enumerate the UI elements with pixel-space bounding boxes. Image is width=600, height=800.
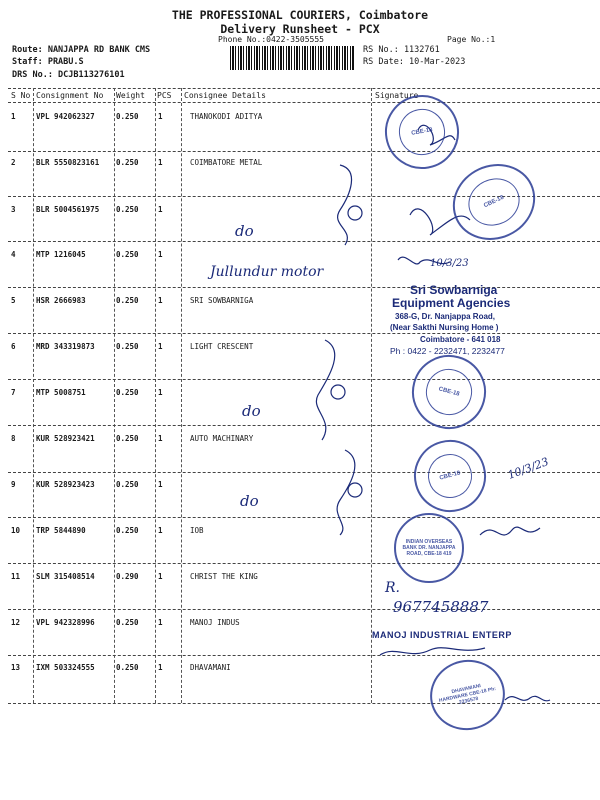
column-header-signature: Signature: [375, 91, 419, 100]
row-pcs: 1: [158, 205, 163, 214]
column-header-weight: Weight: [116, 91, 145, 100]
row-weight: 0.250: [116, 342, 139, 351]
row-consignment: KUR 528923421: [36, 434, 95, 443]
ditto-scribble: [348, 483, 362, 497]
row-sno: 4: [11, 250, 16, 259]
stamp-address: Coimbatore - 641 018: [420, 335, 501, 344]
row-sno: 9: [11, 480, 16, 489]
ditto-scribble: [331, 385, 345, 399]
row-consignee: COIMBATORE METAL: [190, 158, 263, 167]
row-pcs: 1: [158, 663, 163, 672]
row-weight: 0.250: [116, 205, 139, 214]
row-consignee: AUTO MACHINARY: [190, 434, 254, 443]
handwritten-phone: 9677458887: [393, 598, 489, 616]
row-weight: 0.290: [116, 572, 139, 581]
stamp-address: (Near Sakthi Nursing Home ): [390, 323, 499, 332]
row-pcs: 1: [158, 434, 163, 443]
signature-scribble: [380, 648, 485, 655]
row-consignment: TRP 5844890: [36, 526, 86, 535]
ditto-brace: [337, 450, 355, 535]
row-pcs: 1: [158, 388, 163, 397]
row-sno: 8: [11, 434, 16, 443]
drs-number: DRS No.: DCJB113276101: [12, 70, 125, 80]
row-consignment: BLR 5550823161: [36, 158, 100, 167]
handwritten-initial: R.: [385, 580, 400, 596]
ditto-mark: do: [240, 492, 259, 510]
handwritten-note: Jullundur motor: [210, 264, 324, 280]
row-consignee: DHAVAMANI: [190, 663, 231, 672]
row-sno: 12: [11, 618, 21, 627]
row-consignment: SLM 315408514: [36, 572, 95, 581]
bank-round-stamp: INDIAN OVERSEAS BANK DR. NANJAPPA ROAD, CBE-18 419: [394, 513, 464, 583]
row-consignment: VPL 942328996: [36, 618, 95, 627]
row-weight: 0.250: [116, 618, 139, 627]
row-consignee: SRI SOWBARNIGA: [190, 296, 254, 305]
row-sno: 5: [11, 296, 16, 305]
signature-scribble: [480, 527, 540, 535]
row-weight: 0.250: [116, 663, 139, 672]
row-sno: 13: [11, 663, 21, 672]
row-consignee: THANOKODI ADITYA: [190, 112, 263, 121]
stamp-inner-ring: CBE-18: [423, 449, 477, 503]
ditto-mark: do: [235, 222, 254, 240]
stamp-inner-ring: CBE-18: [461, 171, 527, 234]
route-label: Route: NANJAPPA RD BANK CMS: [12, 45, 151, 55]
ditto-brace: [316, 340, 334, 440]
row-sno: 3: [11, 205, 16, 214]
row-consignment: KUR 528923423: [36, 480, 95, 489]
ditto-brace: [338, 165, 352, 245]
ditto-mark: do: [242, 402, 261, 420]
row-weight: 0.250: [116, 480, 139, 489]
stamp-inner-ring: CBE-18: [421, 364, 477, 420]
runsheet-title: THE PROFESSIONAL COURIERS, Coimbatore: [171, 8, 429, 22]
handwritten-date: 10/3/23: [506, 455, 551, 482]
row-weight: 0.250: [116, 434, 139, 443]
runsheet-subtitle: Delivery Runsheet - PCX: [220, 22, 380, 36]
row-consignment: IXM 503324555: [36, 663, 95, 672]
column-header-consignee: Consignee Details: [184, 91, 266, 100]
row-consignment: MTP 5008751: [36, 388, 86, 397]
stamp-company-line: Equipment Agencies: [392, 296, 511, 310]
handwritten-date: 10/3/23: [430, 258, 469, 269]
manoj-stamp: MANOJ INDUSTRIAL ENTERP: [372, 630, 512, 640]
row-consignment: MTP 1216045: [36, 250, 86, 259]
row-weight: 0.250: [116, 388, 139, 397]
row-sno: 11: [11, 572, 21, 581]
column-header-sno: S No: [11, 91, 31, 100]
row-consignee: IOB: [190, 526, 204, 535]
row-weight: 0.250: [116, 112, 139, 121]
row-pcs: 1: [158, 250, 163, 259]
stamp-phone: Ph : 0422 - 2232471, 2232477: [390, 346, 505, 356]
row-sno: 10: [11, 526, 21, 535]
row-weight: 0.250: [116, 296, 139, 305]
rs-number: RS No.: 1132761: [363, 45, 440, 55]
row-consignee: LIGHT CRESCENT: [190, 342, 254, 351]
row-pcs: 1: [158, 526, 163, 535]
row-consignment: HSR 2666983: [36, 296, 86, 305]
staff-label: Staff: PRABU.S: [12, 57, 84, 67]
stamp-inner-ring: CBE-18: [396, 106, 449, 159]
row-consignment: MRD 343319873: [36, 342, 95, 351]
row-pcs: 1: [158, 342, 163, 351]
row-sno: 1: [11, 112, 16, 121]
row-consignment: VPL 942062327: [36, 112, 95, 121]
page-number: Page No.:1: [447, 35, 496, 44]
row-consignee: MANOJ INDUS: [190, 618, 240, 627]
row-pcs: 1: [158, 480, 163, 489]
signature-scribble: [505, 696, 550, 701]
column-header-consignment: Consignment No: [36, 91, 104, 100]
row-consignee: CHRIST THE KING: [190, 572, 258, 581]
row-sno: 2: [11, 158, 16, 167]
row-weight: 0.250: [116, 526, 139, 535]
row-pcs: 1: [158, 618, 163, 627]
stamp-company-name: Sri Sowbarniga: [410, 283, 498, 297]
row-weight: 0.250: [116, 250, 139, 259]
row-sno: 7: [11, 388, 16, 397]
row-consignment: BLR 5004561975: [36, 205, 100, 214]
stamp-address: 368-G, Dr. Nanjappa Road,: [395, 312, 496, 321]
ditto-scribble: [348, 206, 362, 220]
row-pcs: 1: [158, 572, 163, 581]
row-pcs: 1: [158, 112, 163, 121]
hardware-round-stamp: DHAVAMANI HARDWARE CBE-18 Ph: 2236578: [424, 653, 512, 737]
phone-number: Phone No.:0422-3505555: [218, 35, 324, 44]
row-weight: 0.250: [116, 158, 139, 167]
rs-date: RS Date: 10-Mar-2023: [363, 57, 466, 67]
row-sno: 6: [11, 342, 16, 351]
row-pcs: 1: [158, 296, 163, 305]
row-pcs: 1: [158, 158, 163, 167]
column-header-pcs: PCS: [157, 91, 172, 100]
